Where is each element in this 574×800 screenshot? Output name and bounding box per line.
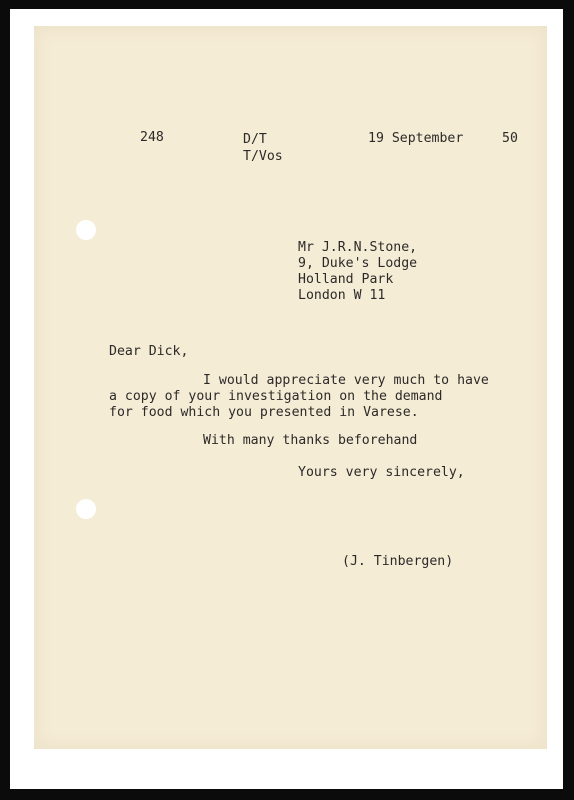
recipient-address-line-2: Holland Park	[298, 272, 394, 287]
body-line-2: a copy of your investigation on the demand	[109, 389, 443, 404]
signature: (J. Tinbergen)	[342, 554, 454, 569]
letter-date: 19 September	[368, 131, 464, 146]
letter-page	[34, 26, 547, 749]
recipient-name: Mr J.R.N.Stone,	[298, 240, 418, 255]
salutation: Dear Dick,	[109, 344, 189, 359]
recipient-address-line-1: 9, Duke's Lodge	[298, 256, 418, 271]
body-line-3: for food which you presented in Varese.	[109, 405, 419, 420]
closing: Yours very sincerely,	[298, 465, 465, 480]
letter-year: 50	[502, 131, 518, 146]
body-line-1: I would appreciate very much to have	[203, 373, 489, 388]
recipient-address-line-3: London W 11	[298, 288, 386, 303]
initials-line-2: T/Vos	[243, 149, 283, 164]
punch-hole-top	[76, 220, 96, 240]
thanks-line: With many thanks beforehand	[203, 433, 418, 448]
reference-number: 248	[140, 130, 164, 145]
initials-line-1: D/T	[243, 132, 267, 147]
punch-hole-bottom	[76, 499, 96, 519]
